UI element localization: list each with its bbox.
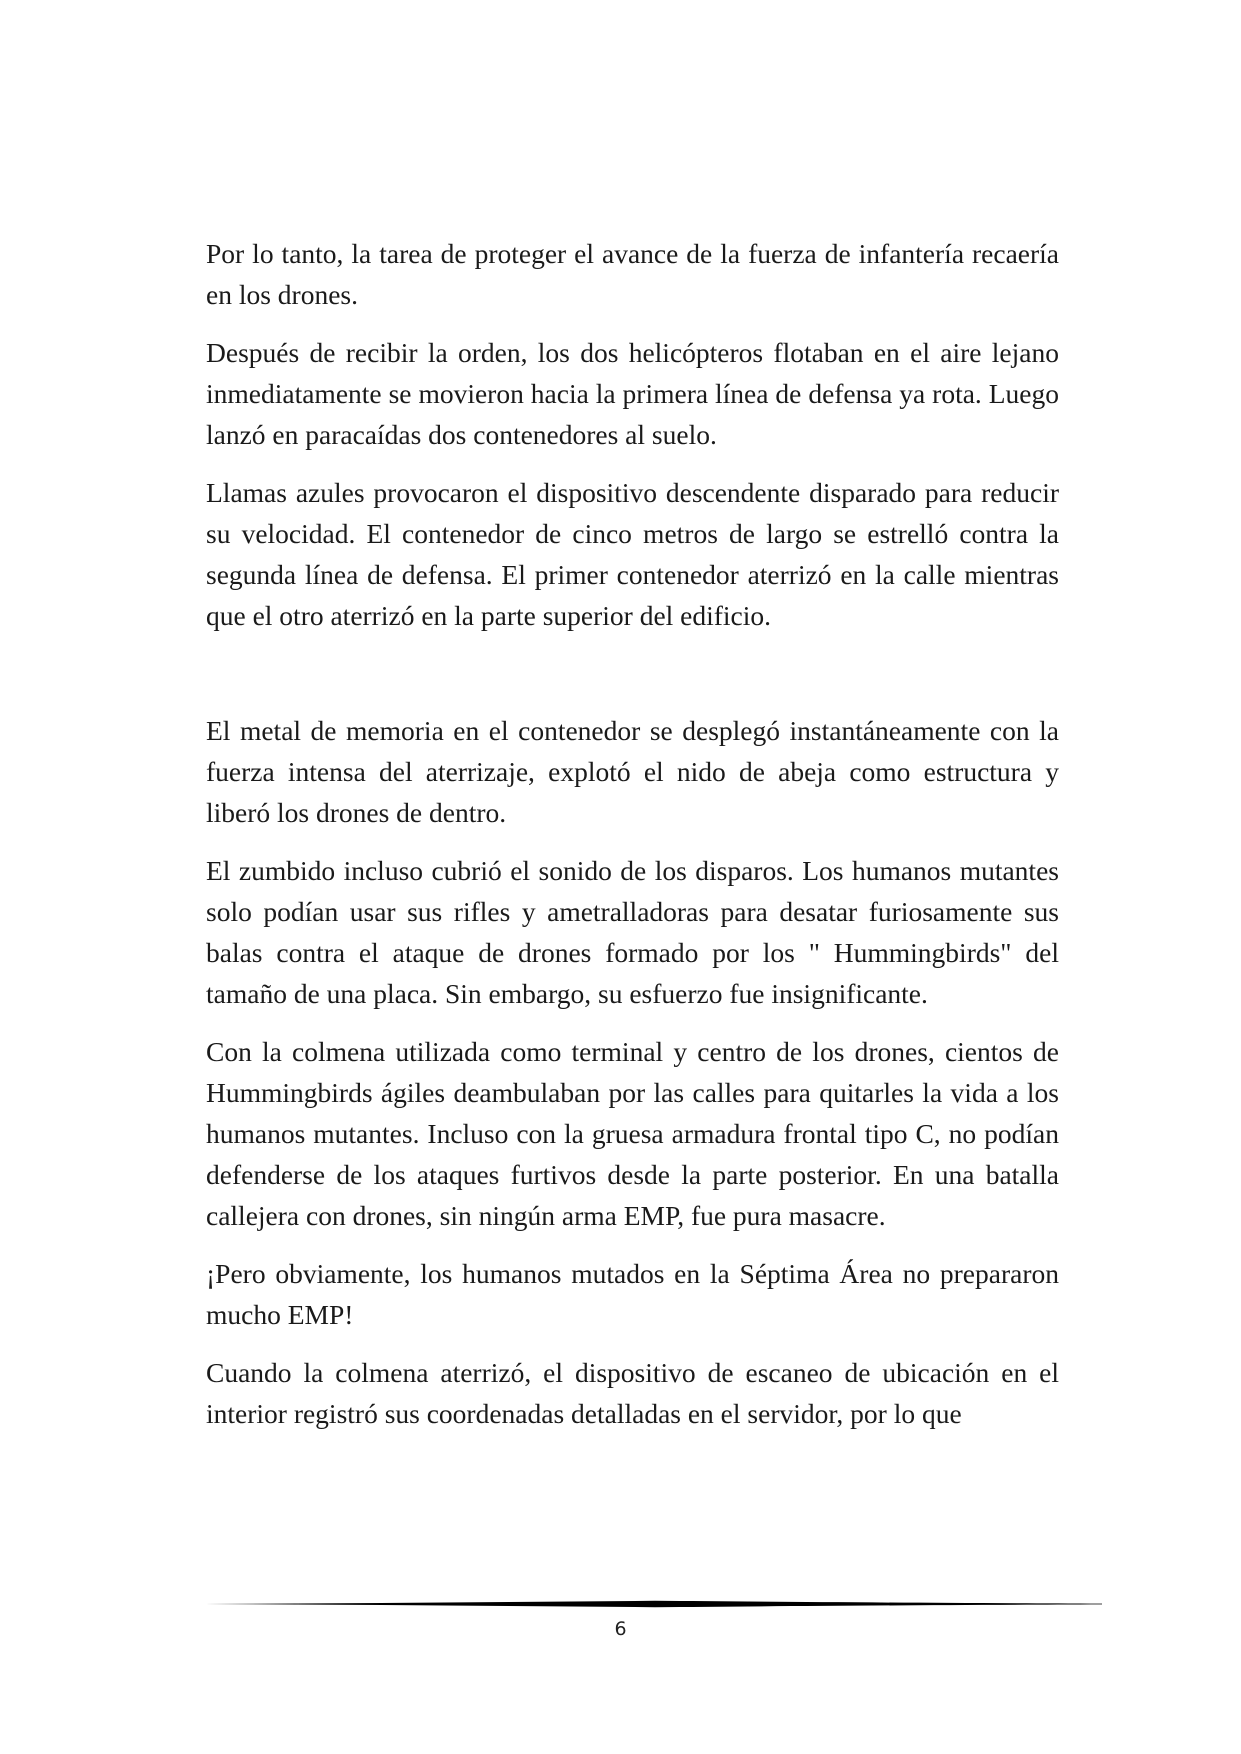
- paragraph: El metal de memoria en el contenedor se desplegó instantáneamente con la fuerza intensa del aterrizaje, explotó el nido de abeja como estructura y liberó los drones de dentro.: [206, 715, 1059, 828]
- paragraph: Cuando la colmena aterrizó, el dispositivo de escaneo de ubicación en el interior registró sus coordenadas detalladas en el servidor, por lo que: [206, 1357, 1059, 1429]
- paragraph: Por lo tanto, la tarea de proteger el avance de la fuerza de infantería recaería en los drones.: [206, 238, 1059, 310]
- paragraph: Llamas azules provocaron el dispositivo descendente disparado para reducir su velocidad. El contenedor de cinco metros de largo se estrelló contra la segunda línea de defensa. El primer contenedor aterrizó en la calle mientras que el otro aterrizó en la parte superior del edificio.: [206, 477, 1059, 631]
- page-number: 6: [614, 1618, 627, 1640]
- text-section-2: [206, 710, 1059, 1451]
- paragraph: ¡Pero obviamente, los humanos mutados en la Séptima Área no prepararon mucho EMP!: [206, 1258, 1059, 1330]
- text-section-1: [206, 233, 1059, 653]
- paragraph: Después de recibir la orden, los dos helicópteros flotaban en el aire lejano inmediatamente se movieron hacia la primera línea de defensa ya rota. Luego lanzó en paracaídas dos contenedores al suelo.: [206, 337, 1059, 450]
- paragraph: Con la colmena utilizada como terminal y centro de los drones, cientos de Hummingbirds ágiles deambulaban por las calles para quitarles la vida a los humanos mutantes. Incluso con la gruesa armadura frontal tipo C, no podían defenderse de los ataques furtivos desde la parte posterior. En una batalla callejera con drones, sin ningún arma EMP, fue pura masacre.: [206, 1036, 1059, 1231]
- paragraph: El zumbido incluso cubrió el sonido de los disparos. Los humanos mutantes solo podían usar sus rifles y ametralladoras para desatar furiosamente sus balas contra el ataque de drones formado por los " Hummingbirds" del tamaño de una placa. Sin embargo, su esfuerzo fue insignificante.: [206, 855, 1059, 1009]
- footer-divider: [205, 1598, 1102, 1610]
